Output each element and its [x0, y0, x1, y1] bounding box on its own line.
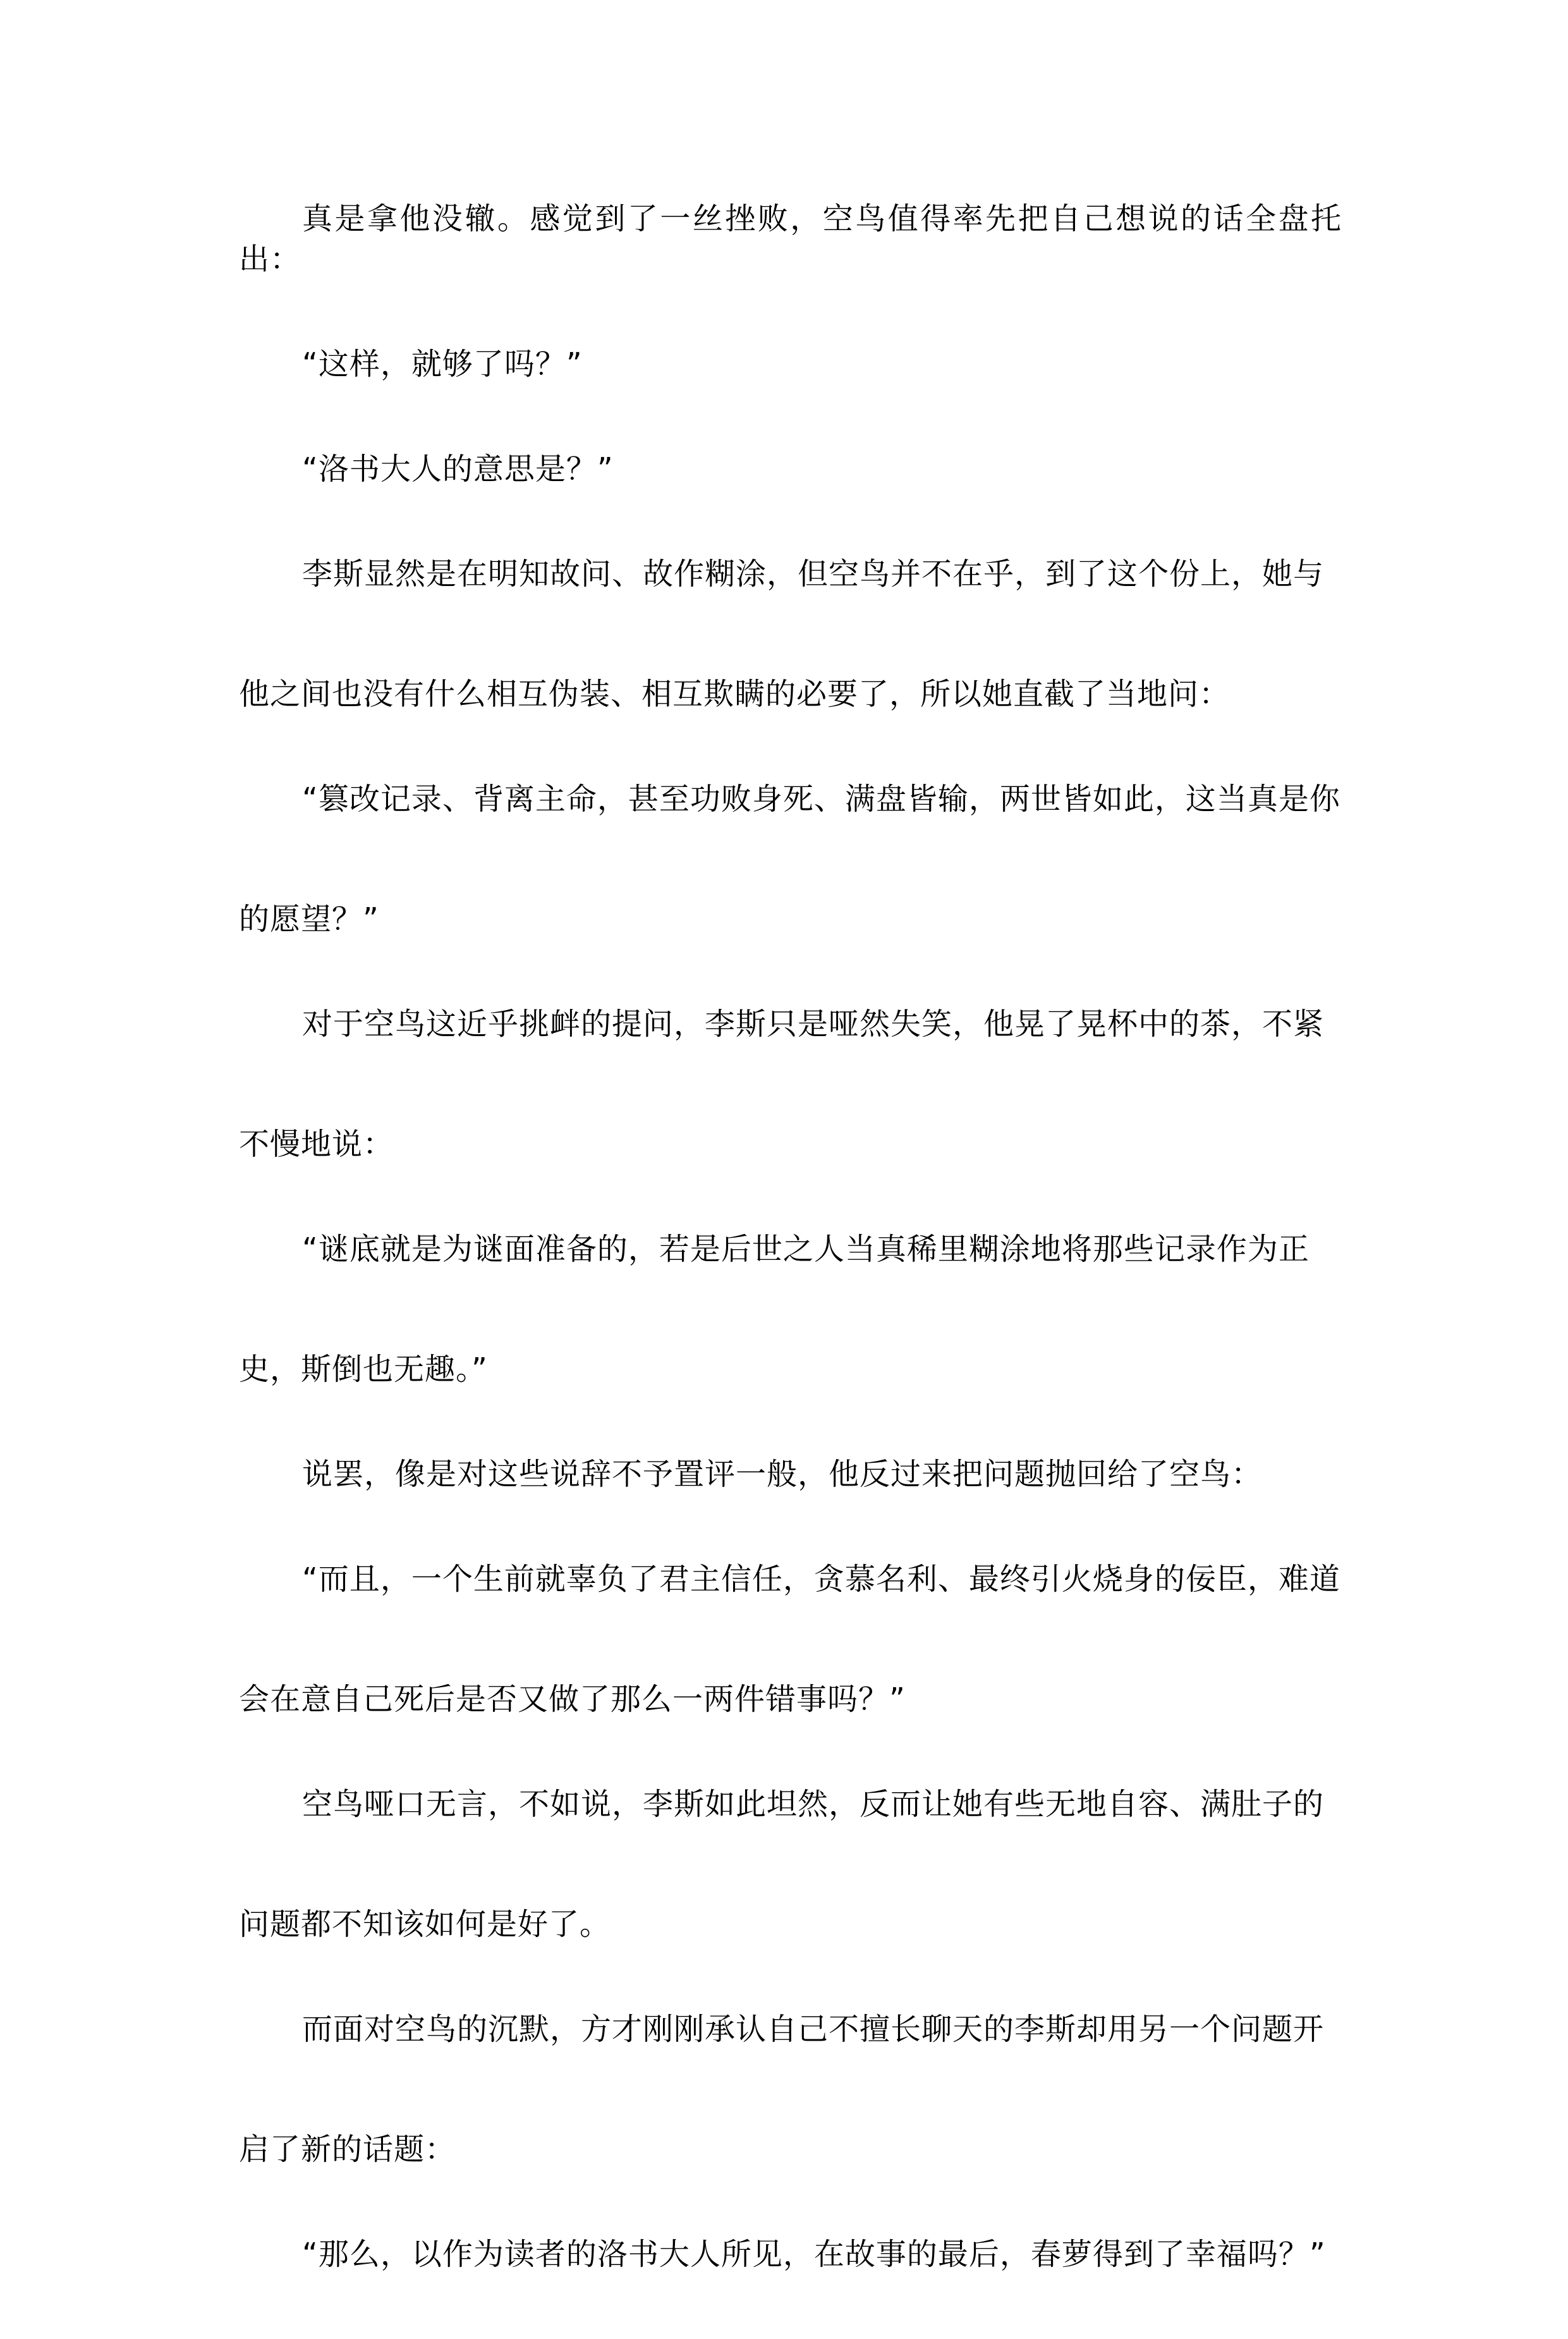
- paragraph-line: 对于空鸟这近乎挑衅的提问，李斯只是哑然失笑，他晃了晃杯中的茶，不紧: [302, 1006, 1325, 1042]
- paragraph-line: “而且，一个生前就辜负了君主信任，贪慕名利、最终引火烧身的佞臣，难道: [302, 1561, 1340, 1597]
- paragraph-line: 空鸟哑口无言，不如说，李斯如此坦然，反而让她有些无地自容、满肚子的: [302, 1786, 1325, 1822]
- paragraph-8: [239, 1454, 1342, 1494]
- paragraph-7: [239, 1229, 1342, 1389]
- paragraph-line: 史，斯倒也无趣。”: [239, 1352, 488, 1387]
- paragraph-line: 启了新的话题：: [239, 2132, 456, 2167]
- paragraph-10: [239, 1784, 1342, 1945]
- paragraph-line: “洛书大人的意思是？”: [302, 451, 614, 487]
- paragraph-2: [239, 344, 1342, 384]
- paragraph-line: 的愿望？”: [239, 901, 379, 937]
- paragraph-line: 而面对空鸟的沉默，方才刚刚承认自己不擅长聊天的李斯却用另一个问题开: [302, 2012, 1325, 2047]
- paragraph-line: 真是拿他没辙。感觉到了一丝挫败，空鸟值得率先把自己想说的话全盘托出：: [239, 201, 1342, 277]
- document-body: [239, 198, 1342, 2339]
- paragraph-9: [239, 1559, 1342, 1719]
- paragraph-line: 不慢地说：: [239, 1127, 394, 1162]
- paragraph-line: “篡改记录、背离主命，甚至功败身死、满盘皆输，两世皆如此，这当真是你: [302, 781, 1340, 817]
- paragraph-line: 会在意自己死后是否又做了那么一两件错事吗？”: [239, 1682, 906, 1717]
- paragraph-line: 李斯显然是在明知故问、故作糊涂，但空鸟并不在乎，到了这个份上，她与: [302, 556, 1325, 592]
- paragraph-11: [239, 2009, 1342, 2170]
- paragraph-6: [239, 1004, 1342, 1164]
- paragraph-line: “那么，以作为读者的洛书大人所见，在故事的最后，春萝得到了幸福吗？”: [302, 2237, 1326, 2272]
- paragraph-5: [239, 779, 1342, 939]
- paragraph-line: 说罢，像是对这些说辞不予置评一般，他反过来把问题抛回给了空鸟：: [302, 1457, 1263, 1492]
- paragraph-line: 他之间也没有什么相互伪装、相互欺瞒的必要了，所以她直截了当地问：: [239, 676, 1231, 712]
- paragraph-4: [239, 554, 1342, 714]
- paragraph-1: [239, 198, 1342, 279]
- paragraph-3: [239, 449, 1342, 489]
- paragraph-line: “谜底就是为谜面准备的，若是后世之人当真稀里糊涂地将那些记录作为正: [302, 1231, 1310, 1267]
- paragraph-line: “这样，就够了吗？”: [302, 346, 583, 382]
- paragraph-12: [239, 2234, 1342, 2275]
- paragraph-line: 问题都不知该如何是好了。: [239, 1907, 611, 1942]
